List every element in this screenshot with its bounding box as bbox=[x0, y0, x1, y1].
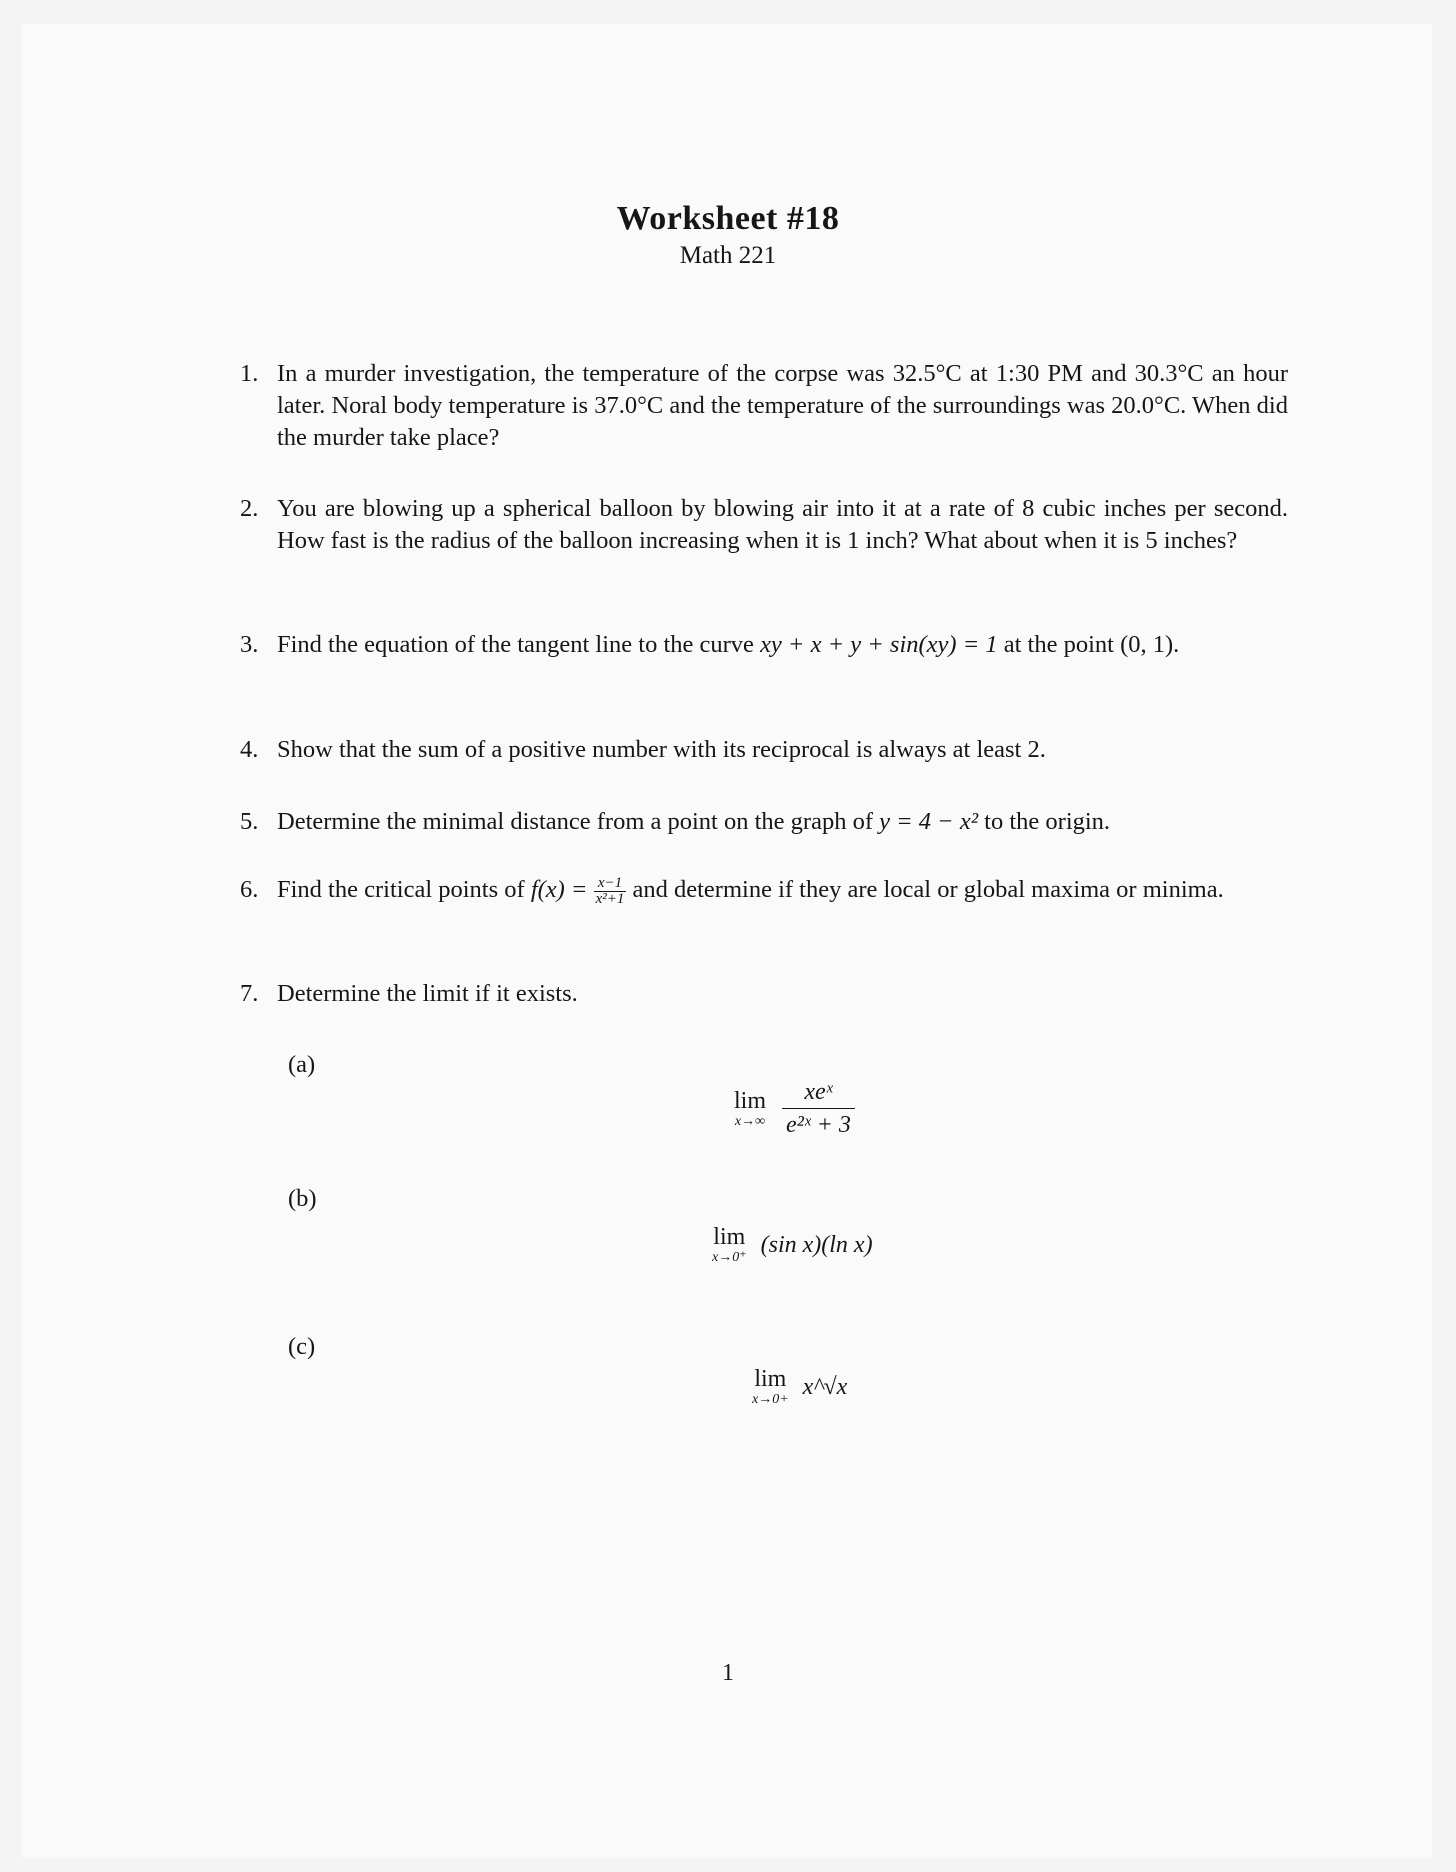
worksheet-title: Worksheet #18 bbox=[616, 200, 840, 237]
limit-expression: x^√x bbox=[802, 1373, 848, 1400]
problem-text bbox=[277, 629, 1288, 661]
problem-text: In a murder investigation, the temperature of the corpse was 32.5°C at 1:30 PM and 30.3°C an hour later. Noral body temperature is 37.0°C and the temperature of the surroundings was 20.0°C. When did the murder take place? bbox=[277, 360, 1288, 451]
problem-number: 7. bbox=[240, 980, 259, 1007]
graph-equation: y = 4 − x² bbox=[879, 808, 979, 835]
problem-3 bbox=[240, 629, 1288, 661]
problem-text-after: at the point (0, 1). bbox=[997, 631, 1180, 658]
problem-text bbox=[277, 874, 1288, 907]
limit-operator bbox=[752, 1366, 789, 1408]
problem-text-after: to the origin. bbox=[978, 808, 1111, 835]
problem-text-after: and determine if they are local or global maxima or minima. bbox=[626, 876, 1224, 903]
problem-text-before: Find the critical points of bbox=[277, 876, 531, 903]
problem-4 bbox=[240, 734, 1288, 766]
worksheet-page bbox=[22, 24, 1432, 1858]
limit-c bbox=[752, 1366, 847, 1408]
limit-a bbox=[734, 1078, 855, 1139]
problem-1 bbox=[240, 358, 1288, 454]
problem-text: Determine the limit if it exists. bbox=[277, 980, 578, 1007]
problem-number: 1. bbox=[240, 360, 259, 387]
limit-operator bbox=[712, 1224, 747, 1266]
problem-text: Show that the sum of a positive number with its reciprocal is always at least 2. bbox=[277, 736, 1046, 763]
limit-expression: (sin x)(ln x) bbox=[760, 1231, 873, 1258]
limit-denominator: e²ˣ + 3 bbox=[786, 1112, 851, 1138]
function-name: f(x) = bbox=[530, 876, 594, 903]
page-number: 1 bbox=[722, 1660, 734, 1686]
problem-5 bbox=[240, 806, 1288, 838]
limit-fraction bbox=[782, 1078, 855, 1139]
lim-text: lim bbox=[754, 1366, 787, 1392]
problem-number: 2. bbox=[240, 495, 259, 522]
problem-7 bbox=[240, 978, 1288, 1010]
curve-equation: xy + x + y + sin(xy) = 1 bbox=[760, 631, 998, 658]
limit-numerator: xeˣ bbox=[782, 1078, 855, 1109]
function-fraction bbox=[594, 876, 627, 907]
problem-number: 5. bbox=[240, 808, 259, 835]
limit-approach: x→0⁺ bbox=[712, 1250, 747, 1265]
limit-operator bbox=[734, 1088, 766, 1130]
lim-text: lim bbox=[713, 1224, 746, 1250]
problem-6 bbox=[240, 874, 1288, 907]
lim-text: lim bbox=[734, 1087, 767, 1114]
fraction-numerator: x−1 bbox=[594, 876, 627, 892]
limit-approach: x→∞ bbox=[734, 1113, 766, 1129]
problem-2 bbox=[240, 493, 1288, 557]
subpart-label-b: (b) bbox=[288, 1185, 317, 1212]
limit-b bbox=[712, 1224, 873, 1266]
subpart-label-c: (c) bbox=[288, 1333, 316, 1360]
course-name: Math 221 bbox=[679, 242, 777, 269]
problem-text bbox=[277, 806, 1288, 838]
problem-text: You are blowing up a spherical balloon by blowing air into it at a rate of 8 cubic inches per second. How fast is the radius of the balloon increasing when it is 1 inch? What about when it is 5 inches? bbox=[277, 495, 1288, 554]
problem-number: 3. bbox=[240, 631, 259, 658]
subpart-label-a: (a) bbox=[288, 1051, 316, 1078]
fraction-denominator: x²+1 bbox=[595, 890, 625, 907]
limit-approach: x→0+ bbox=[752, 1392, 789, 1407]
problem-number: 4. bbox=[240, 736, 259, 763]
problem-text-before: Find the equation of the tangent line to the curve bbox=[277, 631, 761, 658]
problem-number: 6. bbox=[240, 876, 259, 903]
problem-text-before: Determine the minimal distance from a point on the graph of bbox=[277, 808, 880, 835]
worksheet-header bbox=[0, 198, 1456, 272]
